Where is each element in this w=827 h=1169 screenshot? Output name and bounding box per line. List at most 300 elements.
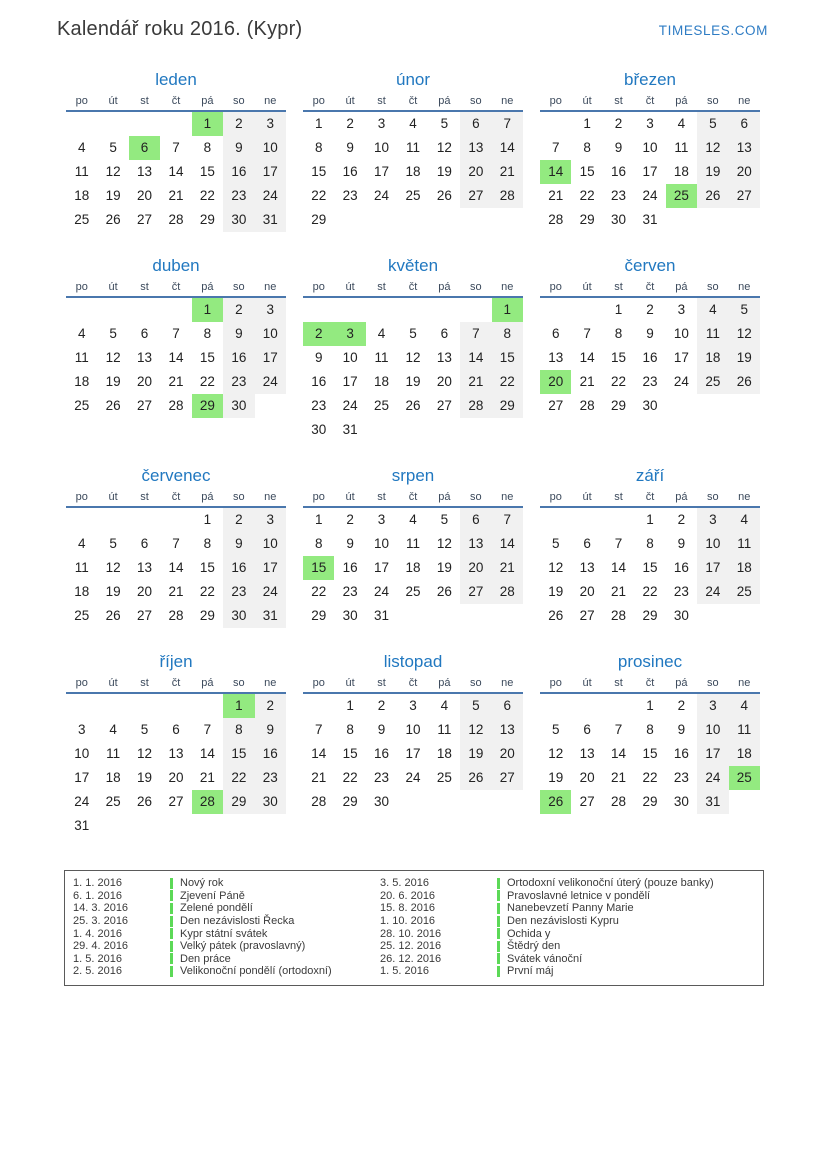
day-cell: 15 [642,746,658,761]
holiday-marker-bar [497,966,500,977]
day-cell: 13 [729,136,760,160]
days-grid [66,694,286,838]
weekday-label: st [377,281,386,293]
weekday-label: ne [738,281,751,293]
weekday-label: st [140,677,149,689]
day-cell: 16 [223,160,254,184]
empty-cell [666,394,697,418]
day-cell: 18 [374,374,390,389]
day-cell: 6 [460,112,491,136]
day-cell: 24 [642,188,658,203]
day-cell: 22 [223,766,254,790]
day-cell: 13 [579,560,595,575]
weekday-label: po [75,677,88,689]
weekday-label: čt [408,281,418,293]
day-cell: 9 [346,536,354,551]
day-cell: 30 [611,212,627,227]
day-cell: 31 [342,422,358,437]
empty-cell [397,208,428,232]
day-cell: 4 [109,722,117,737]
month-říjen [66,652,286,838]
empty-cell [129,112,160,136]
holiday-marker-bar [497,903,500,914]
weekday-label: čt [408,95,418,107]
day-cell: 30 [223,208,254,232]
weekday-label: pá [201,677,214,689]
day-cell: 20 [579,770,595,785]
day-cell: 27 [579,608,595,623]
weekday-label: so [233,95,245,107]
day-cell: 19 [548,584,564,599]
day-cell: 14 [492,136,523,160]
empty-cell [66,508,97,532]
empty-cell [255,394,286,418]
day-cell: 9 [346,140,354,155]
empty-cell [571,508,602,532]
day-cell: 30 [223,604,254,628]
weekday-label: út [582,95,592,107]
day-cell: 3 [646,116,654,131]
weekday-label: so [470,281,482,293]
day-cell: 23 [374,770,390,785]
legend-date: 1. 1. 2016 [73,877,122,890]
empty-cell [192,814,223,838]
weekday-label: pá [675,95,688,107]
weekday-label: po [312,95,325,107]
day-cell: 1 [314,512,323,527]
day-cell: 19 [548,770,564,785]
month-title: srpen [391,466,435,485]
legend-column-left [73,877,380,978]
day-cell: 27 [137,398,153,413]
day-cell: 23 [611,188,627,203]
empty-cell [729,394,760,418]
empty-cell [192,694,223,718]
day-cell: 19 [105,584,121,599]
holiday-marker-bar [497,916,500,927]
weekday-label: pá [438,491,451,503]
day-cell: 25 [666,184,697,208]
day-cell: 15 [303,556,334,580]
day-cell: 16 [642,350,658,365]
weekday-label: čt [645,677,655,689]
day-cell: 2 [223,508,254,532]
month-title: září [635,466,665,485]
day-cell: 3 [255,298,286,322]
legend-label: Zelené pondělí [180,902,253,915]
day-cell: 12 [548,746,564,761]
legend-label: Den nezávislosti Kypru [507,915,619,928]
weekday-header-row [540,491,760,508]
day-cell: 4 [729,508,760,532]
day-cell: 23 [311,398,327,413]
day-cell: 17 [255,346,286,370]
day-cell: 26 [540,790,571,814]
legend-date: 14. 3. 2016 [73,902,129,915]
weekday-label: ne [501,491,514,503]
day-cell: 17 [642,164,658,179]
empty-cell [697,394,728,418]
day-cell: 13 [137,350,153,365]
day-cell: 5 [140,722,149,737]
month-prosinec [540,652,760,814]
day-cell: 17 [697,556,728,580]
empty-cell [334,208,365,232]
day-cell: 20 [729,160,760,184]
day-cell: 18 [673,164,689,179]
day-cell: 15 [492,346,523,370]
day-cell: 23 [673,770,689,785]
day-cell: 2 [614,116,623,131]
empty-cell [129,508,160,532]
day-cell: 12 [436,140,452,155]
day-cell: 18 [436,746,452,761]
day-cell: 1 [492,298,523,322]
empty-cell [603,694,634,718]
day-cell: 28 [548,212,564,227]
day-cell: 20 [492,742,523,766]
month-červen [540,256,760,418]
empty-cell [66,694,97,718]
day-cell: 1 [614,302,623,317]
day-cell: 5 [697,112,728,136]
day-cell: 4 [409,116,417,131]
day-cell: 2 [646,302,654,317]
day-cell: 15 [199,560,215,575]
day-cell: 5 [109,536,117,551]
day-cell: 9 [223,322,254,346]
day-cell: 1 [192,298,223,322]
day-cell: 29 [223,790,254,814]
day-cell: 1 [192,112,223,136]
empty-cell [697,208,728,232]
day-cell: 26 [729,370,760,394]
day-cell: 18 [105,770,121,785]
empty-cell [160,814,191,838]
days-grid [303,694,523,814]
empty-cell [429,208,460,232]
day-cell: 12 [105,164,121,179]
day-cell: 21 [168,374,184,389]
days-grid [303,508,523,628]
day-cell: 23 [223,370,254,394]
day-cell: 19 [137,770,153,785]
weekday-label: pá [438,677,451,689]
holiday-marker-bar [497,953,500,964]
legend-label: Zjevení Páně [180,889,245,902]
weekday-label: po [549,95,562,107]
weekday-label: ne [501,677,514,689]
day-cell: 13 [168,746,184,761]
weekday-label: po [312,677,325,689]
legend-date: 1. 10. 2016 [380,915,436,928]
day-cell: 7 [460,322,491,346]
day-cell: 14 [579,350,595,365]
day-cell: 11 [729,532,760,556]
weekday-label: út [582,281,592,293]
day-cell: 22 [311,188,327,203]
day-cell: 13 [579,746,595,761]
day-cell: 19 [436,164,452,179]
weekday-label: st [377,677,386,689]
day-cell: 28 [192,790,223,814]
day-cell: 16 [673,746,689,761]
weekday-label: so [233,677,245,689]
empty-cell [129,814,160,838]
weekday-label: ne [264,491,277,503]
day-cell: 28 [168,212,184,227]
day-cell: 28 [579,398,595,413]
day-cell: 31 [255,604,286,628]
day-cell: 5 [409,326,417,341]
day-cell: 12 [460,718,491,742]
legend-item [380,877,755,890]
weekday-label: pá [675,491,688,503]
day-cell: 16 [311,374,327,389]
day-cell: 2 [677,698,686,713]
legend-label: Ochida y [507,927,551,940]
empty-cell [97,112,128,136]
day-cell: 11 [106,746,121,761]
day-cell: 11 [697,322,728,346]
day-cell: 1 [203,512,212,527]
weekday-label: po [75,281,88,293]
day-cell: 26 [548,608,564,623]
empty-cell [492,418,523,442]
weekday-label: st [614,95,623,107]
day-cell: 14 [311,746,327,761]
weekday-header-row [303,95,523,112]
day-cell: 11 [405,536,420,551]
day-cell: 6 [129,136,160,160]
day-cell: 26 [436,188,452,203]
weekday-label: út [582,677,592,689]
day-cell: 15 [311,164,327,179]
day-cell: 9 [646,326,654,341]
day-cell: 18 [729,742,760,766]
legend-item [73,953,380,966]
day-cell: 23 [223,580,254,604]
day-cell: 4 [409,512,417,527]
day-cell: 21 [611,770,627,785]
day-cell: 20 [436,374,452,389]
weekday-label: st [377,491,386,503]
empty-cell [160,298,191,322]
day-cell: 11 [74,164,89,179]
day-cell: 30 [255,790,286,814]
days-grid [66,112,286,232]
day-cell: 10 [255,532,286,556]
day-cell: 15 [579,164,595,179]
day-cell: 22 [311,584,327,599]
day-cell: 12 [105,350,121,365]
empty-cell [729,790,760,814]
day-cell: 20 [137,584,153,599]
day-cell: 14 [611,746,627,761]
site-link[interactable]: TIMESLES.COM [658,23,768,38]
legend-date: 20. 6. 2016 [380,889,436,902]
day-cell: 23 [223,184,254,208]
legend-date: 26. 12. 2016 [380,952,442,965]
calendar-grid [66,70,760,838]
day-cell: 8 [314,536,323,551]
day-cell: 23 [255,766,286,790]
day-cell: 9 [677,536,686,551]
empty-cell [492,790,523,814]
day-cell: 16 [611,164,627,179]
weekday-label: st [614,281,623,293]
month-květen [303,256,523,442]
day-cell: 7 [203,722,212,737]
holiday-legend [64,870,764,986]
day-cell: 26 [460,766,491,790]
empty-cell [303,298,334,322]
empty-cell [397,790,428,814]
day-cell: 8 [646,536,654,551]
day-cell: 13 [548,350,564,365]
empty-cell [255,814,286,838]
day-cell: 3 [255,112,286,136]
weekday-label: po [312,491,325,503]
empty-cell [460,298,491,322]
day-cell: 28 [168,608,184,623]
day-cell: 8 [492,322,523,346]
day-cell: 26 [105,398,121,413]
day-cell: 13 [460,136,491,160]
day-cell: 6 [583,722,591,737]
month-title: květen [387,256,439,275]
day-cell: 10 [642,140,658,155]
day-cell: 19 [436,560,452,575]
day-cell: 7 [314,722,323,737]
weekday-label: st [140,281,149,293]
day-cell: 27 [460,580,491,604]
empty-cell [460,790,491,814]
day-cell: 8 [314,140,323,155]
day-cell: 11 [74,350,89,365]
weekday-label: so [470,95,482,107]
day-cell: 5 [440,116,449,131]
weekday-label: ne [738,95,751,107]
day-cell: 18 [697,346,728,370]
weekday-label: út [345,281,355,293]
day-cell: 27 [436,398,452,413]
holiday-marker-bar [497,878,500,889]
day-cell: 3 [409,698,417,713]
day-cell: 6 [460,508,491,532]
legend-item [380,965,755,978]
day-cell: 19 [105,374,121,389]
day-cell: 16 [223,346,254,370]
legend-item [73,890,380,903]
empty-cell [160,112,191,136]
empty-cell [334,298,365,322]
weekday-label: pá [675,281,688,293]
day-cell: 4 [377,326,386,341]
day-cell: 3 [255,508,286,532]
day-cell: 22 [579,188,595,203]
day-cell: 12 [105,560,121,575]
day-cell: 9 [255,718,286,742]
empty-cell [97,508,128,532]
day-cell: 25 [105,794,121,809]
weekday-label: st [614,491,623,503]
day-cell: 6 [440,326,449,341]
weekday-header-row [66,281,286,298]
day-cell: 21 [492,160,523,184]
empty-cell [160,508,191,532]
day-cell: 1 [646,698,654,713]
day-cell: 25 [729,580,760,604]
month-title: prosinec [617,652,683,671]
weekday-label: pá [675,677,688,689]
day-cell: 13 [460,532,491,556]
day-cell: 27 [729,184,760,208]
day-cell: 12 [729,322,760,346]
month-září [540,466,760,628]
day-cell: 12 [436,536,452,551]
legend-date: 29. 4. 2016 [73,940,129,953]
day-cell: 16 [223,556,254,580]
day-cell: 25 [405,584,421,599]
weekday-label: út [582,491,592,503]
empty-cell [129,694,160,718]
day-cell: 18 [74,584,90,599]
day-cell: 6 [492,694,523,718]
day-cell: 22 [199,374,215,389]
day-cell: 6 [140,326,149,341]
empty-cell [397,604,428,628]
day-cell: 29 [492,394,523,418]
days-grid [303,112,523,232]
day-cell: 11 [674,140,689,155]
holiday-marker-bar [170,890,173,901]
day-cell: 19 [105,188,121,203]
day-cell: 29 [642,794,658,809]
weekday-label: út [345,677,355,689]
weekday-label: po [549,281,562,293]
day-cell: 3 [697,508,728,532]
holiday-marker-bar [497,890,500,901]
day-cell: 22 [199,188,215,203]
holiday-marker-bar [170,941,173,952]
empty-cell [540,298,571,322]
empty-cell [571,694,602,718]
day-cell: 17 [255,160,286,184]
month-title: březen [624,70,676,89]
day-cell: 20 [137,188,153,203]
weekday-label: so [707,281,719,293]
day-cell: 19 [697,160,728,184]
day-cell: 8 [203,326,212,341]
holiday-marker-bar [170,903,173,914]
day-cell: 15 [342,746,358,761]
day-cell: 17 [374,560,390,575]
day-cell: 24 [697,580,728,604]
weekday-label: so [707,491,719,503]
weekday-label: pá [438,95,451,107]
day-cell: 5 [551,722,560,737]
legend-item [73,915,380,928]
day-cell: 21 [168,188,184,203]
day-cell: 2 [223,112,254,136]
day-cell: 9 [314,350,323,365]
day-cell: 29 [579,212,595,227]
day-cell: 16 [255,742,286,766]
day-cell: 21 [579,374,595,389]
day-cell: 12 [548,560,564,575]
day-cell: 31 [255,208,286,232]
